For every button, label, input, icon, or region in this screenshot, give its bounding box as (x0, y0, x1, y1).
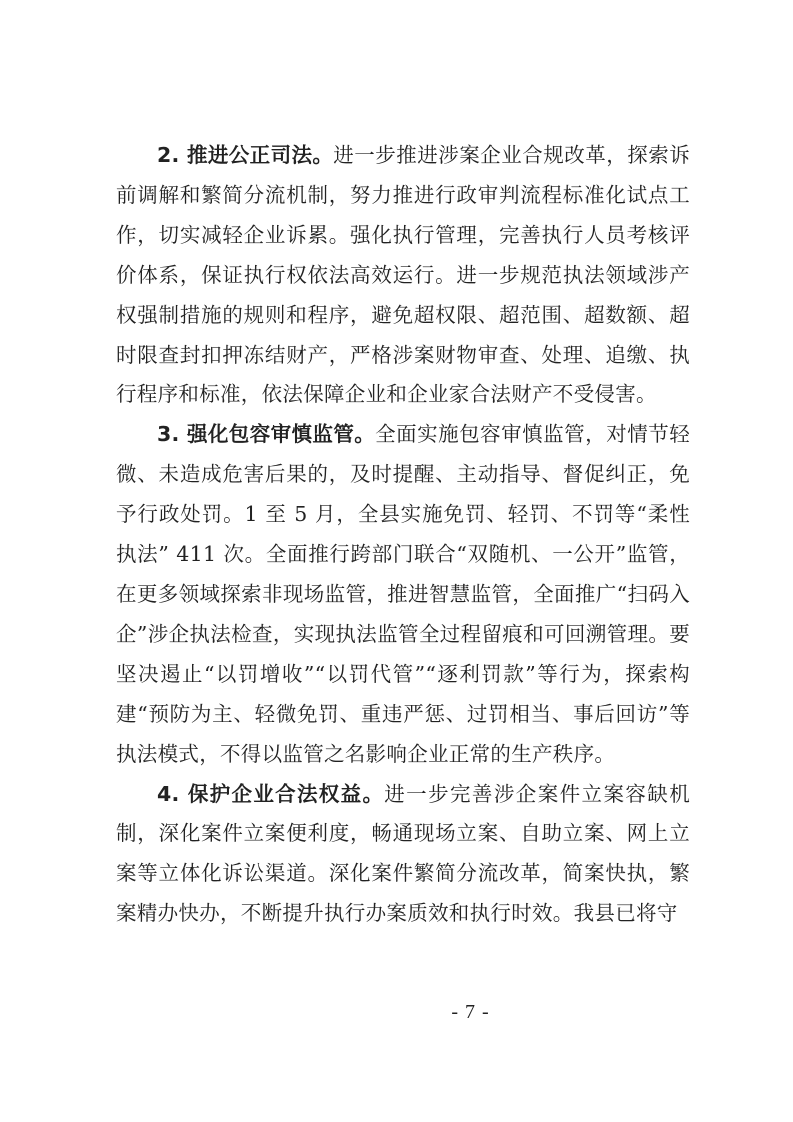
heading-protect-enterprise-rights: 4. 保护企业合法权益。 (157, 781, 385, 806)
document-body (116, 136, 690, 934)
paragraph-inclusive-supervision (116, 415, 690, 774)
heading-inclusive-supervision: 3. 强化包容审慎监管。 (157, 422, 376, 447)
heading-judicial-fairness: 2. 推进公正司法。 (157, 143, 334, 167)
paragraph-judicial-fairness (116, 136, 690, 415)
body-inclusive-supervision: 全面实施包容审慎监管，对情节轻微、未造成危害后果的，及时提醒、主动指导、督促纠正，免予行政处罚。1 至 5 月，全县实施免罚、轻罚、不罚等“柔性执法” 411 次。全面推行跨部门联合“双随机、一公开”监管，在更多领域探索非现场监管，推进智慧监管，全面推广“扫码入企”涉企执法检查，实现执法监管全过程留痕和可回溯管理。要坚决遏止“以罚增收”“以罚代管”“逐利罚款”等行为，探索构建“预防为主、轻微免罚、重违严惩、过罚相当、事后回访”等执法模式，不得以监管之名影响企业正常的生产秩序。 (116, 422, 691, 766)
body-protect-enterprise-rights: 进一步完善涉企案件立案容缺机制，深化案件立案便利度，畅通现场立案、自助立案、网上立案等立体化诉讼渠道。深化案件繁简分流改革，简案快执，繁案精办快办，不断提升执行办案质效和执行时效。我县已将守 (116, 781, 690, 926)
body-judicial-fairness: 进一步推进涉案企业合规改革，探索诉前调解和繁简分流机制，努力推进行政审判流程标准化试点工作，切实减轻企业诉累。强化执行管理，完善执行人员考核评价体系，保证执行权依法高效运行。进一步规范执法领域涉产权强制措施的规则和程序，避免超权限、超范围、超数额、超时限查封扣押冻结财产，严格涉案财物审查、处理、追缴、执行程序和标准，依法保障企业和企业家合法财产不受侵害。 (116, 143, 690, 407)
page-number: - 7 - (451, 1001, 490, 1023)
paragraph-protect-enterprise-rights (116, 775, 690, 935)
